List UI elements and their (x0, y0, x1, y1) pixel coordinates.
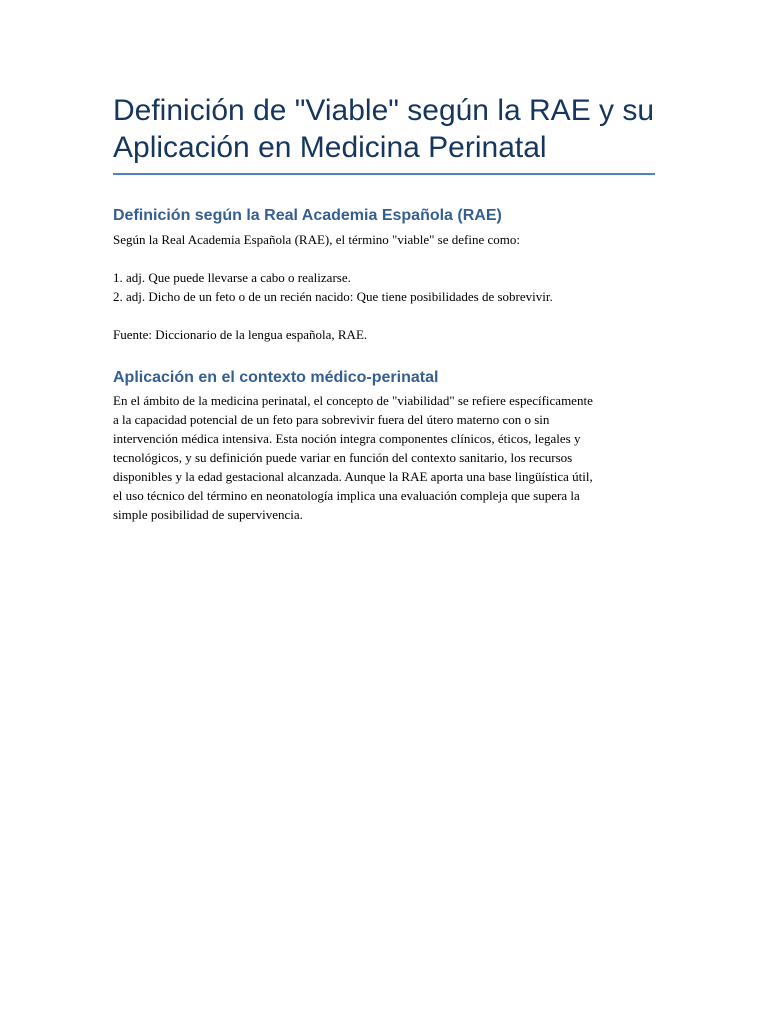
definition-item: 2. adj. Dicho de un feto o de un recién nacido: Que tiene posibilidades de sobrevivir. (113, 289, 553, 304)
paragraph-line: disponibles y la edad gestacional alcanzada. Aunque la RAE aporta una base lingüística útil, (113, 469, 593, 484)
paragraph-line: a la capacidad potencial de un feto para sobrevivir fuera del útero materno con o sin (113, 412, 550, 427)
section-heading-perinatal-application: Aplicación en el contexto médico-perinatal (113, 369, 439, 386)
definition-list (113, 268, 655, 306)
paragraph-line: tecnológicos, y su definición puede variar en función del contexto sanitario, los recursos (113, 450, 573, 465)
section-heading-rae-definition: Definición según la Real Academia Española (RAE) (113, 207, 502, 224)
definition-intro: Según la Real Academia Española (RAE), el término "viable" se define como: (113, 232, 520, 247)
paragraph-line: En el ámbito de la medicina perinatal, el concepto de "viabilidad" se refiere específicamente (113, 393, 593, 408)
paragraph-line: intervención médica intensiva. Esta noción integra componentes clínicos, éticos, legales y (113, 431, 581, 446)
paragraph-line: el uso técnico del término en neonatología implica una evaluación compleja que supera la (113, 488, 580, 503)
definition-item: 1. adj. Que puede llevarse a cabo o realizarse. (113, 270, 351, 285)
paragraph-line: simple posibilidad de supervivencia. (113, 507, 303, 522)
perinatal-paragraph (113, 391, 655, 524)
document-page (113, 92, 655, 524)
document-title: Definición de "Viable" según la RAE y su Aplicación en Medicina Perinatal (113, 92, 655, 175)
source-citation: Fuente: Diccionario de la lengua española, RAE. (113, 327, 368, 342)
